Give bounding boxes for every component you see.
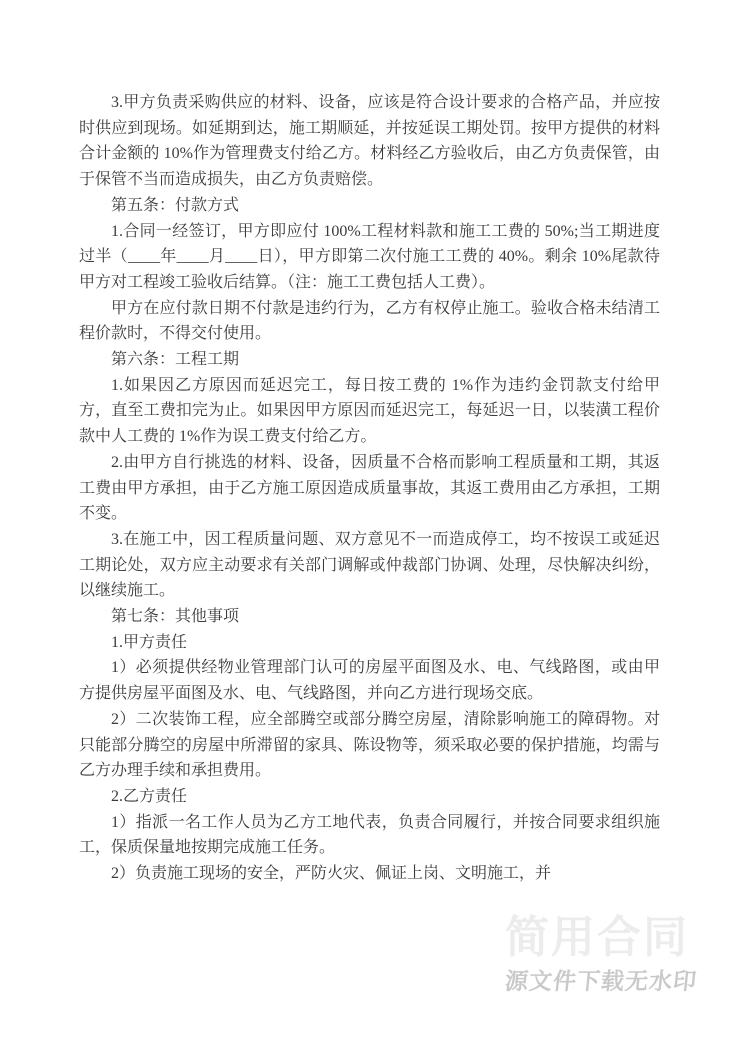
contract-paragraph: 2.乙方责任 bbox=[111, 787, 188, 805]
contract-paragraph: 2.由甲方自行挑选的材料、设备，因质量不合格而影响工程质量和工期，其返工费由甲方承担，由于乙方施工原因造成质量事故，其返工费用由乙方承担，工期不变。 bbox=[79, 453, 660, 523]
contract-paragraph: 甲方在应付款日期不付款是违约行为，乙方有权停止施工。验收合格未结清工程价款时，不得交付使用。 bbox=[79, 299, 660, 343]
contract-paragraph: 2）负责施工现场的安全，严防火灾、佩证上岗、文明施工，并 bbox=[111, 865, 552, 883]
contract-paragraph: 第五条：付款方式 bbox=[111, 196, 240, 214]
watermark-brand-text: 简用合同 bbox=[505, 913, 689, 962]
contract-paragraph: 第六条：工程工期 bbox=[111, 351, 240, 369]
contract-body-text bbox=[79, 90, 660, 887]
contract-paragraph: 第七条：其他事项 bbox=[111, 608, 240, 626]
contract-paragraph: 1.如果因乙方原因而延迟完工，每日按工费的 1%作为违约金罚款支付给甲方，直至工费扣完为止。如果因甲方原因而延迟完工，每延迟一日，以装潢工程价款中人工费的 1%作为误工费支付给乙方。 bbox=[79, 376, 660, 446]
contract-paragraph: 1.甲方责任 bbox=[111, 633, 188, 651]
contract-paragraph: 1）指派一名工作人员为乙方工地代表，负责合同履行，并按合同要求组织施工，保质保量地按期完成施工任务。 bbox=[79, 813, 660, 857]
watermark-subtitle-text: 源文件下载无水印 bbox=[503, 968, 699, 994]
contract-paragraph: 3.甲方负责采购供应的材料、设备，应该是符合设计要求的合格产品，并应按时供应到现场。如延期到达，施工期顺延，并按延误工期处罚。按甲方提供的材料合计金额的 10%作为管理费支付给乙方。材料经乙方验收后，由乙方负责保管，由于保管不当而造成损失，由乙方负责赔偿。 bbox=[79, 94, 660, 189]
contract-paragraph: 1）必须提供经物业管理部门认可的房屋平面图及水、电、气线路图，或由甲方提供房屋平面图及水、电、气线路图，并向乙方进行现场交底。 bbox=[79, 659, 660, 703]
contract-paragraph: 2）二次装饰工程，应全部腾空或部分腾空房屋，清除影响施工的障碍物。对只能部分腾空的房屋中所滞留的家具、陈设物等，须采取必要的保护措施，均需与乙方办理手续和承担费用。 bbox=[79, 710, 660, 780]
contract-paragraph: 1.合同一经签订，甲方即应付 100%工程材料款和施工工费的 50%;当工期进度过半（____年____月____日），甲方即第二次付施工工费的 40%。剩余 10%尾款待甲方对工程竣工验收后结算。（注：施工工费包括人工费）。 bbox=[79, 222, 660, 291]
contract-paragraph: 3.在施工中，因工程质量问题、双方意见不一而造成停工，均不按误工或延迟工期论处，双方应主动要求有关部门调解或仲裁部门协调、处理，尽快解决纠纷，以继续施工。 bbox=[79, 530, 660, 600]
watermark bbox=[505, 908, 697, 993]
